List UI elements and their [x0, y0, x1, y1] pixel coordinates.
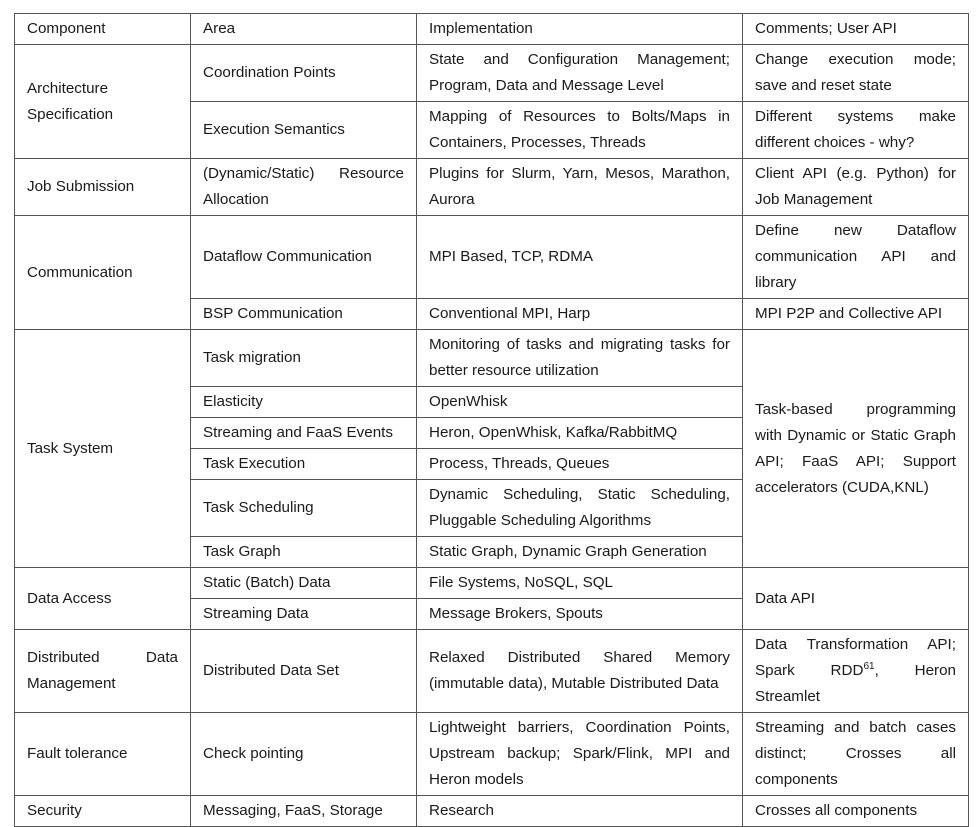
area-cell: Task Execution: [191, 449, 417, 480]
implementation-cell: State and Configuration Management; Program, Data and Message Level: [417, 45, 743, 102]
comments-cell: Change execution mode; save and reset state: [743, 45, 969, 102]
table-row: [15, 713, 969, 796]
table-row: [15, 216, 969, 299]
area-cell: Static (Batch) Data: [191, 568, 417, 599]
header-comments: Comments; User API: [743, 14, 969, 45]
implementation-cell: Conventional MPI, Harp: [417, 299, 743, 330]
area-cell: Execution Semantics: [191, 102, 417, 159]
header-area: Area: [191, 14, 417, 45]
table-row: [15, 568, 969, 599]
table-row: [15, 330, 969, 387]
component-cell: Communication: [15, 216, 191, 330]
implementation-cell: Plugins for Slurm, Yarn, Mesos, Marathon, Aurora: [417, 159, 743, 216]
component-cell: Architecture Specification: [15, 45, 191, 159]
comments-cell: Define new Dataflow communication API and library: [743, 216, 969, 299]
implementation-cell: File Systems, NoSQL, SQL: [417, 568, 743, 599]
comments-cell: Data API: [743, 568, 969, 630]
citation-superscript: 61: [863, 661, 875, 672]
comments-cell: Client API (e.g. Python) for Job Management: [743, 159, 969, 216]
implementation-cell: Relaxed Distributed Shared Memory (immutable data), Mutable Distributed Data: [417, 630, 743, 713]
area-cell: Coordination Points: [191, 45, 417, 102]
area-cell: Task Graph: [191, 537, 417, 568]
area-cell: (Dynamic/Static) Resource Allocation: [191, 159, 417, 216]
implementation-cell: Heron, OpenWhisk, Kafka/RabbitMQ: [417, 418, 743, 449]
implementation-cell: Mapping of Resources to Bolts/Maps in Containers, Processes, Threads: [417, 102, 743, 159]
components-table: [14, 13, 969, 827]
implementation-cell: Dynamic Scheduling, Static Scheduling, Pluggable Scheduling Algorithms: [417, 480, 743, 537]
component-cell: Security: [15, 796, 191, 827]
component-cell: Task System: [15, 330, 191, 568]
area-cell: Distributed Data Set: [191, 630, 417, 713]
area-cell: Streaming and FaaS Events: [191, 418, 417, 449]
comments-cell: MPI P2P and Collective API: [743, 299, 969, 330]
header-implementation: Implementation: [417, 14, 743, 45]
area-cell: BSP Communication: [191, 299, 417, 330]
implementation-cell: Monitoring of tasks and migrating tasks for better resource utilization: [417, 330, 743, 387]
table-row: [15, 45, 969, 102]
implementation-cell: OpenWhisk: [417, 387, 743, 418]
implementation-cell: Static Graph, Dynamic Graph Generation: [417, 537, 743, 568]
area-cell: Task Scheduling: [191, 480, 417, 537]
component-cell: Job Submission: [15, 159, 191, 216]
area-cell: Dataflow Communication: [191, 216, 417, 299]
comments-text-continued: , Heron Streamlet: [755, 662, 956, 705]
implementation-cell: Research: [417, 796, 743, 827]
implementation-cell: Process, Threads, Queues: [417, 449, 743, 480]
table-row: [15, 159, 969, 216]
table-row: [15, 630, 969, 713]
table-row: [15, 796, 969, 827]
comments-cell: Different systems make different choices - why?: [743, 102, 969, 159]
table-header-row: [15, 14, 969, 45]
comments-cell: Task-based programming with Dynamic or Static Graph API; FaaS API; Support accelerators (CUDA,KNL): [743, 330, 969, 568]
area-cell: Elasticity: [191, 387, 417, 418]
comments-cell: Crosses all components: [743, 796, 969, 827]
comments-cell: [743, 630, 969, 713]
comments-cell: Streaming and batch cases distinct; Crosses all components: [743, 713, 969, 796]
area-cell: Streaming Data: [191, 599, 417, 630]
area-cell: Check pointing: [191, 713, 417, 796]
component-cell: Data Access: [15, 568, 191, 630]
area-cell: Messaging, FaaS, Storage: [191, 796, 417, 827]
implementation-cell: MPI Based, TCP, RDMA: [417, 216, 743, 299]
comments-text: Data Transformation API; Spark RDD: [755, 636, 956, 679]
implementation-cell: Message Brokers, Spouts: [417, 599, 743, 630]
component-cell: Fault tolerance: [15, 713, 191, 796]
implementation-cell: Lightweight barriers, Coordination Points, Upstream backup; Spark/Flink, MPI and Heron models: [417, 713, 743, 796]
header-component: Component: [15, 14, 191, 45]
area-cell: Task migration: [191, 330, 417, 387]
component-cell: Distributed Data Management: [15, 630, 191, 713]
